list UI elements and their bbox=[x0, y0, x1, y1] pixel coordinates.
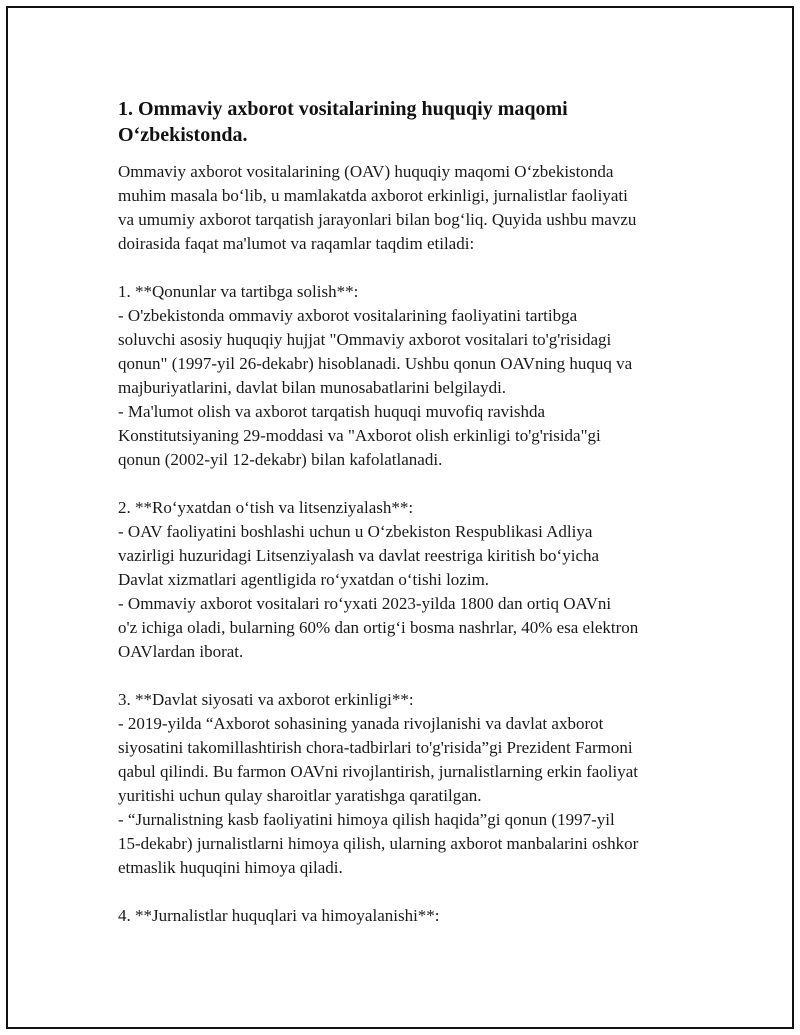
text-line: Davlat xizmatlari agentligida ro‘yxatdan o‘tishi lozim. bbox=[118, 570, 490, 589]
section-heading: 2. **Ro‘yxatdan o‘tish va litsenziyalash**: bbox=[118, 498, 414, 517]
title-line: 1. Ommaviy axborot vositalarining huquqiy maqomi bbox=[118, 98, 568, 120]
text-line: - O'zbekistonda ommaviy axborot vositalarining faoliyatini tartibga bbox=[118, 306, 578, 325]
section-heading: 3. **Davlat siyosati va axborot erkinligi**: bbox=[118, 690, 414, 709]
title-line: O‘zbekistonda. bbox=[118, 124, 248, 146]
section-registration bbox=[118, 496, 698, 664]
text-line: 15-dekabr) jurnalistlarni himoya qilish, ularning axborot manbalarini oshkor bbox=[118, 834, 639, 853]
text-line: yuritishi uchun qulay sharoitlar yaratishga qaratilgan. bbox=[118, 786, 482, 805]
text-line: Ommaviy axborot vositalarining (OAV) huquqiy maqomi O‘zbekistonda bbox=[118, 162, 614, 181]
text-line: - 2019-yilda “Axborot sohasining yanada rivojlanishi va davlat axborot bbox=[118, 714, 604, 733]
text-line: Konstitutsiyaning 29-moddasi va "Axborot olish erkinligi to'g'risida"gi bbox=[118, 426, 601, 445]
text-line: siyosatini takomillashtirish chora-tadbirlari to'g'risida”gi Prezident Farmoni bbox=[118, 738, 633, 757]
text-line: va umumiy axborot tarqatish jarayonlari bilan bog‘liq. Quyida ushbu mavzu bbox=[118, 210, 637, 229]
text-line: OAVlardan iborat. bbox=[118, 642, 244, 661]
text-line: qabul qilindi. Bu farmon OAVni rivojlantirish, jurnalistlarning erkin faoliyat bbox=[118, 762, 638, 781]
text-line: o'z ichiga oladi, bularning 60% dan ortig‘i bosma nashrlar, 40% esa elektron bbox=[118, 618, 639, 637]
text-line: soluvchi asosiy huquqiy hujjat "Ommaviy axborot vositalari to'g'risidagi bbox=[118, 330, 612, 349]
text-line: muhim masala bo‘lib, u mamlakatda axborot erkinligi, jurnalistlar faoliyati bbox=[118, 186, 628, 205]
text-line: qonun" (1997-yil 26-dekabr) hisoblanadi. Ushbu qonun OAVning huquq va bbox=[118, 354, 633, 373]
text-line: doirasida faqat ma'lumot va raqamlar taqdim etiladi: bbox=[118, 234, 475, 253]
intro-paragraph bbox=[118, 160, 698, 256]
text-line: majburiyatlarini, davlat bilan munosabatlarini belgilaydi. bbox=[118, 378, 507, 397]
text-line: - “Jurnalistning kasb faoliyatini himoya qilish haqida”gi qonun (1997-yil bbox=[118, 810, 615, 829]
section-state-policy bbox=[118, 688, 698, 880]
text-line: vazirligi huzuridagi Litsenziyalash va davlat reestriga kiritish bo‘yicha bbox=[118, 546, 600, 565]
document-title bbox=[118, 96, 698, 148]
section-heading: 1. **Qonunlar va tartibga solish**: bbox=[118, 282, 359, 301]
section-journalist-rights bbox=[118, 904, 698, 928]
text-line: etmaslik huquqini himoya qiladi. bbox=[118, 858, 343, 877]
section-laws bbox=[118, 280, 698, 472]
text-line: qonun (2002-yil 12-dekabr) bilan kafolatlanadi. bbox=[118, 450, 443, 469]
document-body bbox=[118, 96, 698, 952]
section-heading: 4. **Jurnalistlar huquqlari va himoyalanishi**: bbox=[118, 906, 440, 925]
text-line: - Ma'lumot olish va axborot tarqatish huquqi muvofiq ravishda bbox=[118, 402, 546, 421]
text-line: - OAV faoliyatini boshlashi uchun u O‘zbekiston Respublikasi Adliya bbox=[118, 522, 593, 541]
text-line: - Ommaviy axborot vositalari ro‘yxati 2023-yilda 1800 dan ortiq OAVni bbox=[118, 594, 612, 613]
